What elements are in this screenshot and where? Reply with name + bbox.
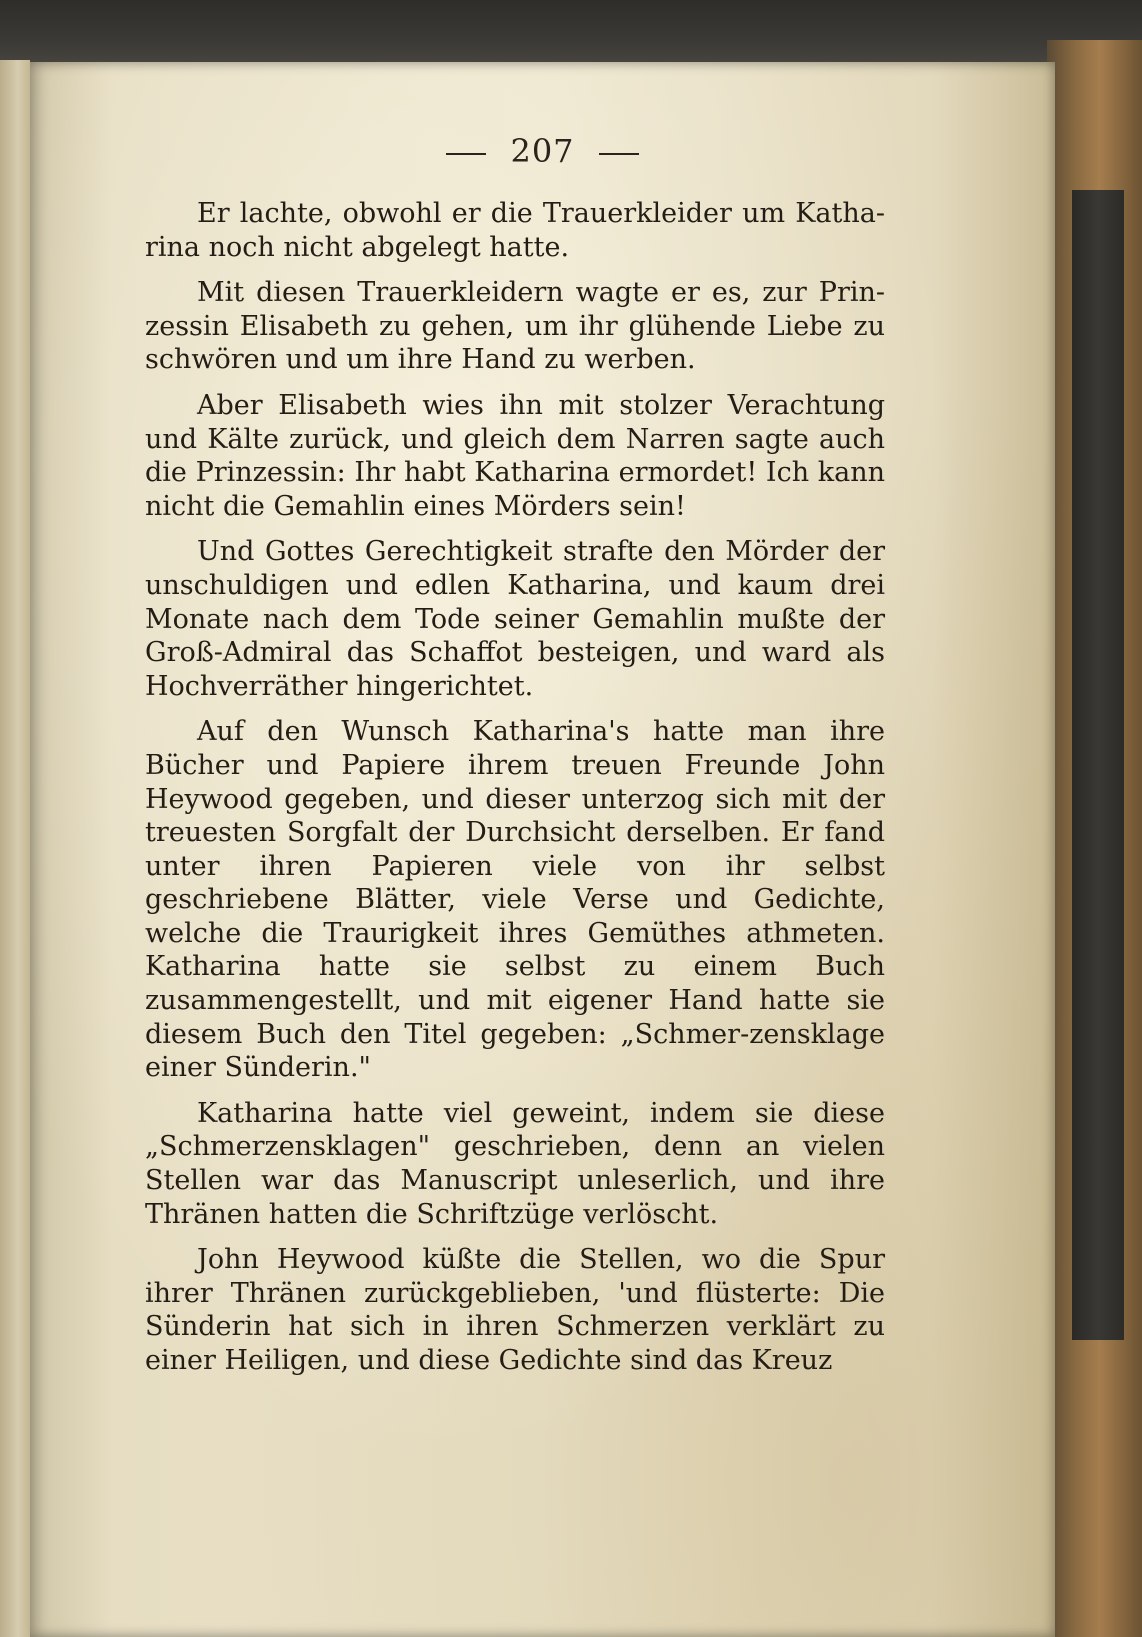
paragraph-6: Katharina hatte viel geweint, indem sie diese „Schmerzensklagen" geschrieben, denn an vielen Stellen war das Manuscript unleserlich, und ihre Thränen hatten die Schriftzüge verlöscht. — [145, 1097, 885, 1230]
facing-page-edge — [0, 60, 30, 1637]
book-cover-top-edge — [0, 0, 1142, 70]
book-spine-shadow — [1072, 190, 1124, 1340]
paragraph-7: John Heywood küßte die Stellen, wo die Spur ihrer Thränen zurückgeblieben, 'und flüsterte: Die Sünderin hat sich in ihren Schmerzen verklärt zu einer Heiligen, und diese Gedichte sind das Kreuz — [145, 1244, 885, 1376]
paragraph-4: Und Gottes Gerechtigkeit strafte den Mörder der unschuldigen und edlen Katharina, und kaum drei Monate nach dem Tode seiner Gemahlin mußte der Groß-Admiral das Schaffot besteigen, und ward als Hochverräther hingerichtet. — [145, 536, 885, 702]
page-number: 207 — [510, 132, 575, 170]
book-page — [30, 62, 1055, 1637]
paragraph-5: Auf den Wunsch Katharina's hatte man ihre Bücher und Papiere ihrem treuen Freunde John Heywood gegeben, und dieser unterzog sich mit der treuesten Sorgfalt der Durchsicht derselben. Er fand unter ihren Papieren viele von ihr selbst geschriebene Blätter, viele Verse und Gedichte, welche die Traurigkeit ihres Gemüthes athmeten. Katharina hatte sie selbst zu einem Buch zusammengestellt, und mit eigener Hand hatte sie diesem Buch den Titel gegeben: „Schmer-zensklage einer Sünderin." — [145, 716, 885, 1084]
page-number-header — [30, 132, 1055, 170]
header-dash-right — [599, 153, 639, 155]
header-dash-left — [446, 153, 486, 155]
paragraph-3: Aber Elisabeth wies ihn mit stolzer Verachtung und Kälte zurück, und gleich dem Narren sagte auch die Prinzessin: Ihr habt Katharina ermordet! Ich kann nicht die Gemahlin eines Mörders sein! — [145, 389, 885, 522]
paragraph-1: Er lachte, obwohl er die Trauerkleider um Katha-rina noch nicht abgelegt hatte. — [145, 198, 885, 263]
body-text — [145, 197, 885, 1390]
paragraph-2: Mit diesen Trauerkleidern wagte er es, zur Prin-zessin Elisabeth zu gehen, um ihr glühende Liebe zu schwören und um ihre Hand zu werben. — [145, 277, 885, 376]
